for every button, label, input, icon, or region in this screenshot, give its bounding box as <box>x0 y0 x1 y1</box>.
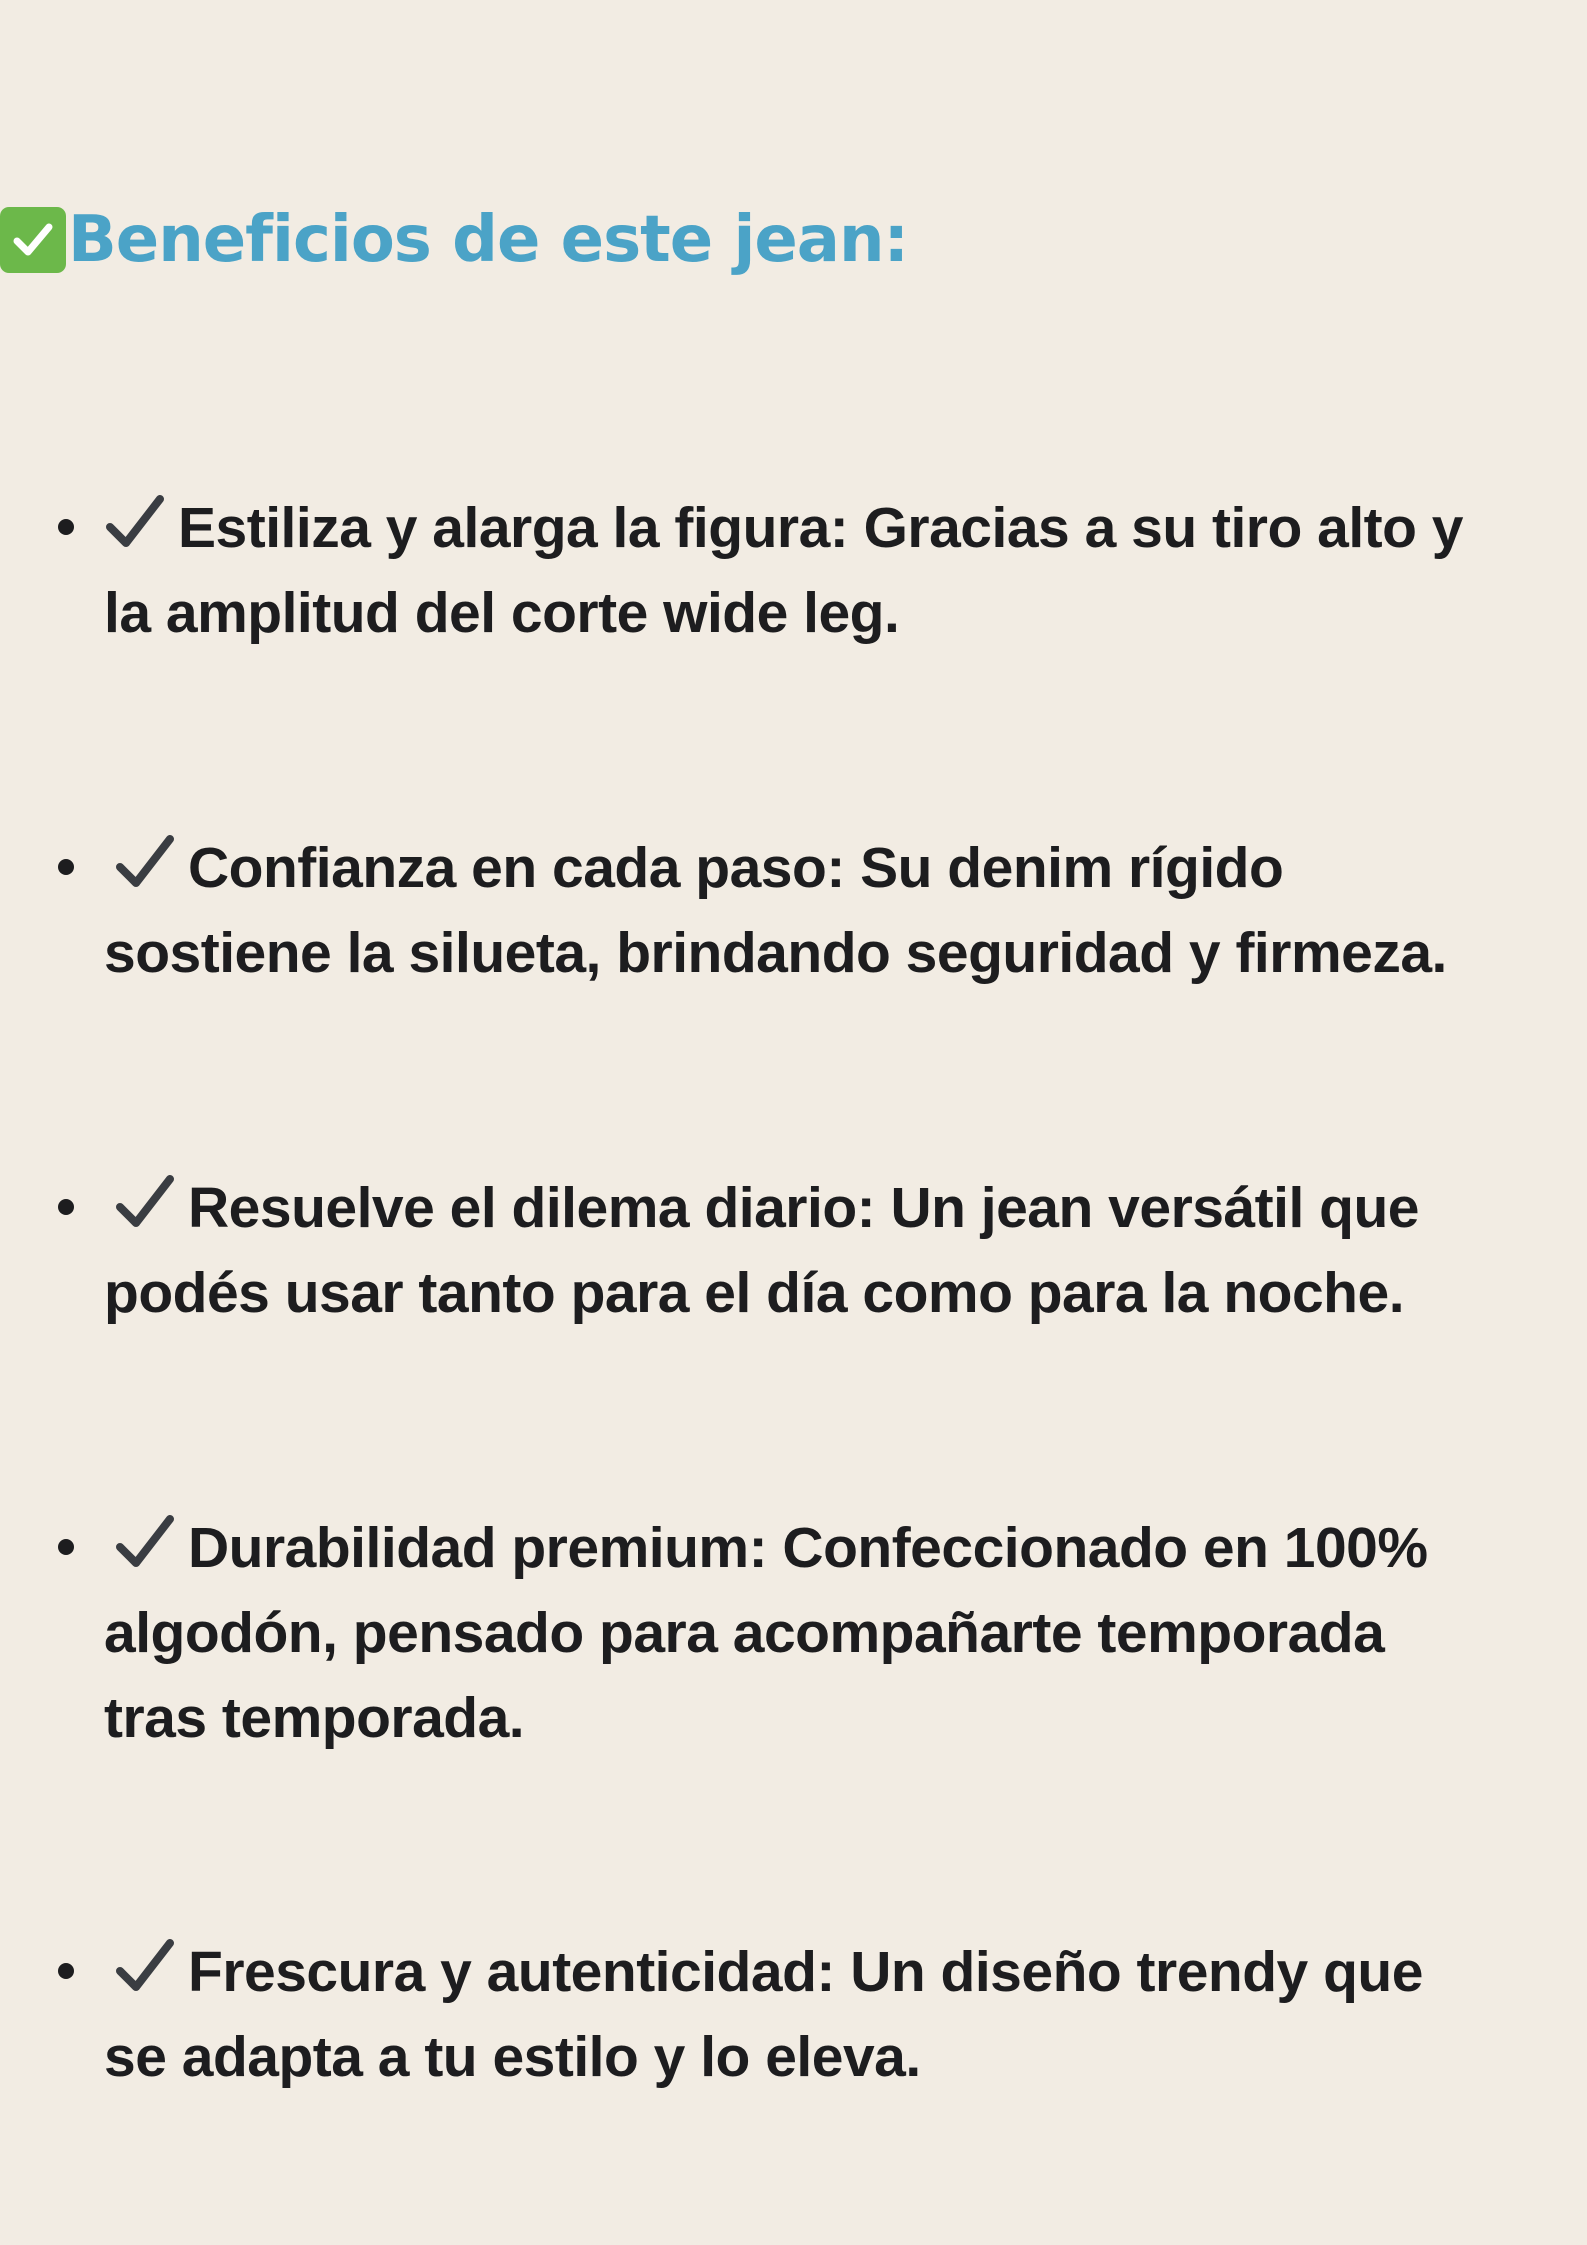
benefit-text-line: Estiliza y alarga la figura: Gracias a su tiro alto y <box>178 496 1464 560</box>
bullet-dot <box>58 859 74 875</box>
benefit-text-line: Frescura y autenticidad: Un diseño trendy que <box>188 1940 1423 2004</box>
bullet-dot <box>58 1199 74 1215</box>
benefit-text-line: la amplitud del corte wide leg. <box>104 581 900 645</box>
benefit-text-line: podés usar tanto para el día como para la noche. <box>104 1261 1405 1325</box>
check-mark-icon <box>104 491 166 553</box>
check-mark-icon <box>114 1171 176 1233</box>
bullet-dot <box>58 519 74 535</box>
benefit-item <box>104 1506 1574 1761</box>
check-mark-icon <box>114 831 176 893</box>
benefit-item <box>104 1930 1574 2100</box>
benefit-text-line: Confianza en cada paso: Su denim rígido <box>188 836 1284 900</box>
benefit-text-line: algodón, pensado para acompañarte temporada <box>104 1601 1385 1665</box>
benefit-text-line: tras temporada. <box>104 1686 525 1750</box>
benefit-item <box>104 1166 1574 1336</box>
benefit-text-line: Durabilidad premium: Confeccionado en 100% <box>188 1516 1428 1580</box>
white-check-mark-icon <box>0 207 66 273</box>
benefit-text-line: Resuelve el dilema diario: Un jean versátil que <box>188 1176 1419 1240</box>
bullet-dot <box>58 1539 74 1555</box>
section-heading <box>0 200 908 280</box>
benefit-item <box>104 826 1574 996</box>
benefit-text-line: se adapta a tu estilo y lo eleva. <box>104 2025 921 2089</box>
check-mark-icon <box>114 1511 176 1573</box>
bullet-dot <box>58 1963 74 1979</box>
benefit-text-line: sostiene la silueta, brindando seguridad y firmeza. <box>104 921 1447 985</box>
check-mark-icon <box>114 1935 176 1997</box>
benefit-item <box>104 486 1574 656</box>
heading-title: Beneficios de este jean: <box>68 203 909 277</box>
